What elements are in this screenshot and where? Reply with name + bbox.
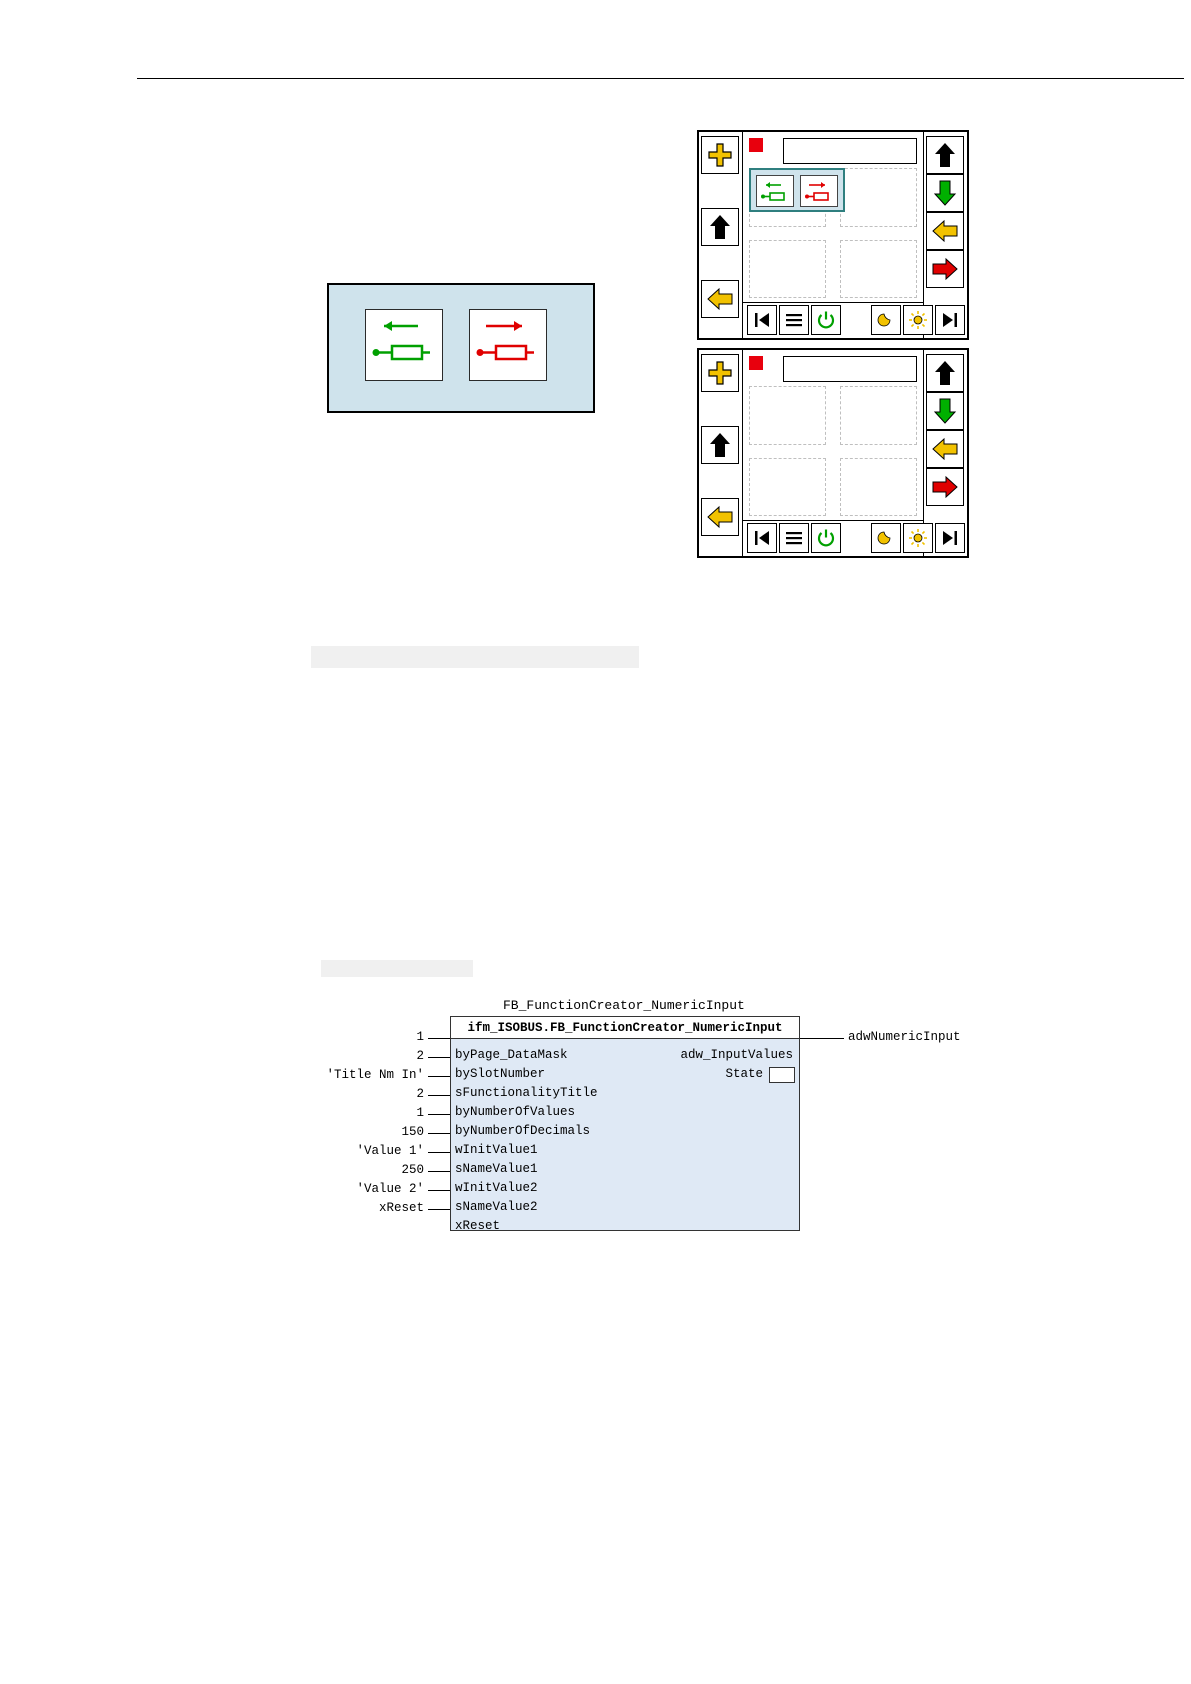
cylinder-illustration-panel — [327, 283, 595, 413]
fb-output-lead — [800, 1038, 844, 1039]
fb-input-name: byNumberOfValues — [455, 1105, 576, 1119]
display-top-left-softkey-column — [699, 132, 743, 338]
display-top-content — [743, 132, 923, 302]
fb-input-value: xReset — [378, 1201, 424, 1215]
skip-back-icon[interactable] — [747, 305, 777, 335]
display-bottom-left-softkey-column — [699, 350, 743, 556]
power-green-icon[interactable] — [811, 305, 841, 335]
arrow-up-black-icon[interactable] — [701, 208, 739, 246]
fb-input-lead — [428, 1171, 450, 1172]
display-bottom-bottom-bar — [743, 520, 923, 556]
status-indicator-red — [749, 138, 763, 152]
fb-input-value: 'Value 2' — [356, 1182, 424, 1196]
fb-input-name: xReset — [455, 1219, 501, 1233]
menu-icon[interactable] — [779, 305, 809, 335]
fb-input-lead — [428, 1152, 450, 1153]
power-green-icon[interactable] — [811, 523, 841, 553]
display-bottom-grid — [749, 386, 917, 516]
fb-input-value: 'Value 1' — [356, 1144, 424, 1158]
fb-output-name: State — [725, 1067, 763, 1081]
fb-input-lead — [428, 1076, 450, 1077]
fb-input-name: sNameValue2 — [455, 1200, 538, 1214]
grid-cell — [749, 458, 826, 517]
grid-cell — [840, 168, 917, 227]
fb-state-value-box — [769, 1067, 795, 1083]
display-bottom-title-field — [783, 356, 917, 382]
arrow-left-yellow-icon[interactable] — [701, 280, 739, 318]
sun-icon[interactable] — [903, 523, 933, 553]
cylinder-extend-red-svg — [470, 310, 546, 380]
display-top-title-field — [783, 138, 917, 164]
header-rule — [137, 78, 1184, 79]
grid-cell — [840, 386, 917, 445]
fb-input-name: sFunctionalityTitle — [455, 1086, 598, 1100]
fb-input-value: 2 — [416, 1049, 424, 1063]
fb-input-value: 1 — [416, 1106, 424, 1120]
fb-input-name: wInitValue1 — [455, 1143, 538, 1157]
arrow-left-yellow-icon[interactable] — [926, 212, 964, 250]
fb-input-lead — [428, 1209, 450, 1210]
fb-input-name: byNumberOfDecimals — [455, 1124, 591, 1138]
cylinder-retract-green-icon — [365, 309, 443, 381]
fb-input-lead — [428, 1057, 450, 1058]
grid-cell — [840, 240, 917, 299]
menu-icon[interactable] — [779, 523, 809, 553]
grid-cell — [840, 458, 917, 517]
display-top-bottom-bar — [743, 302, 923, 338]
skip-forward-icon[interactable] — [935, 523, 965, 553]
fb-input-value: 'Title Nm In' — [326, 1068, 424, 1082]
function-block-diagram — [320, 998, 1020, 1248]
fb-input-lead — [428, 1038, 450, 1039]
moon-icon[interactable] — [871, 305, 901, 335]
function-block-caption: FB_FunctionCreator_NumericInput — [503, 998, 745, 1013]
terminal-display-bottom — [697, 348, 969, 558]
arrow-up-black-icon[interactable] — [926, 136, 964, 174]
fb-input-name: byPage_DataMask — [455, 1048, 568, 1062]
fb-input-value: 1 — [416, 1030, 424, 1044]
fb-input-value: 150 — [401, 1125, 424, 1139]
arrow-up-black-icon[interactable] — [926, 354, 964, 392]
fb-input-value: 2 — [416, 1087, 424, 1101]
cylinder-extend-red-icon[interactable] — [800, 175, 838, 207]
arrow-down-green-icon[interactable] — [926, 392, 964, 430]
cylinder-retract-green-svg — [366, 310, 442, 380]
arrow-left-yellow-icon[interactable] — [701, 498, 739, 536]
fb-output-name: adw_InputValues — [680, 1048, 793, 1062]
redacted-text-bar — [321, 960, 473, 977]
plus-yellow-icon[interactable] — [701, 136, 739, 174]
plus-yellow-icon[interactable] — [701, 354, 739, 392]
grid-cell — [749, 240, 826, 299]
fb-input-lead — [428, 1095, 450, 1096]
selected-function-group[interactable] — [749, 168, 845, 212]
fb-input-lead — [428, 1190, 450, 1191]
redacted-text-bar — [311, 646, 639, 668]
arrow-up-black-icon[interactable] — [701, 426, 739, 464]
skip-back-icon[interactable] — [747, 523, 777, 553]
cylinder-retract-green-icon[interactable] — [756, 175, 794, 207]
fb-input-value: 250 — [401, 1163, 424, 1177]
arrow-right-red-icon[interactable] — [926, 468, 964, 506]
fb-input-lead — [428, 1133, 450, 1134]
arrow-right-red-icon[interactable] — [926, 250, 964, 288]
arrow-left-yellow-icon[interactable] — [926, 430, 964, 468]
sun-icon[interactable] — [903, 305, 933, 335]
function-block-title: ifm_ISOBUS.FB_FunctionCreator_NumericInput — [451, 1017, 799, 1039]
display-bottom-content — [743, 350, 923, 520]
status-indicator-red — [749, 356, 763, 370]
display-bottom-title-bar — [749, 356, 917, 382]
display-top-title-bar — [749, 138, 917, 164]
fb-output-value: adwNumericInput — [848, 1030, 961, 1044]
function-block-body — [450, 1016, 800, 1231]
terminal-display-top — [697, 130, 969, 340]
fb-input-name: bySlotNumber — [455, 1067, 546, 1081]
grid-cell — [749, 386, 826, 445]
arrow-down-green-icon[interactable] — [926, 174, 964, 212]
moon-icon[interactable] — [871, 523, 901, 553]
fb-input-lead — [428, 1114, 450, 1115]
cylinder-extend-red-icon — [469, 309, 547, 381]
skip-forward-icon[interactable] — [935, 305, 965, 335]
fb-input-name: wInitValue2 — [455, 1181, 538, 1195]
fb-input-name: sNameValue1 — [455, 1162, 538, 1176]
